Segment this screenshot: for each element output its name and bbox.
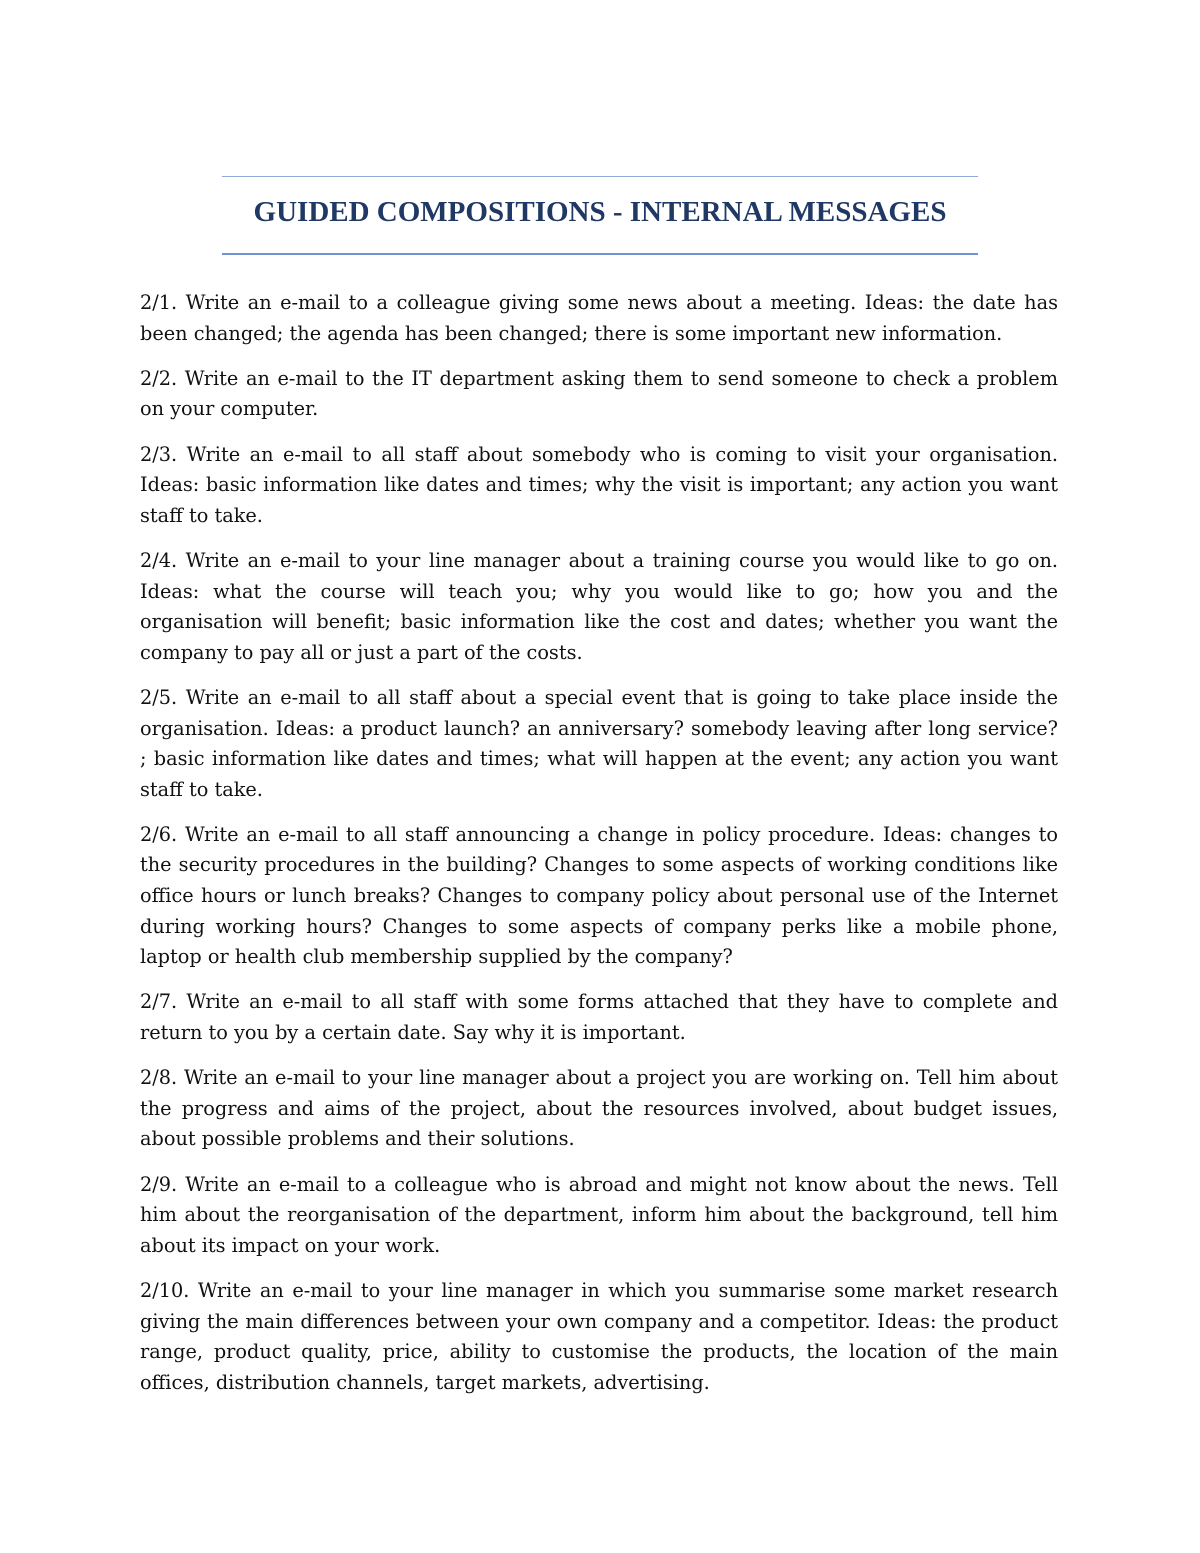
composition-item-7: 2/7. Write an e-mail to all staff with some forms attached that they have to complete and return to you by a certain date. Say why it is important.: [140, 990, 1058, 1045]
composition-item-9: 2/9. Write an e-mail to a colleague who is abroad and might not know about the news. Tell him about the reorganisation of the department, inform him about the background, tell him about its impact on your work.: [140, 1172, 1058, 1257]
composition-item-2: 2/2. Write an e-mail to the IT department asking them to send someone to check a problem on your computer.: [140, 366, 1058, 421]
composition-item-6: 2/6. Write an e-mail to all staff announcing a change in policy procedure. Ideas: changes to the security procedures in the building? Changes to some aspects of working conditions like office hours or lunch breaks? Changes to company policy about personal use of the Internet during working hours? Changes to some aspects of company perks like a mobile phone, laptop or health club membership supplied by the company?: [140, 822, 1058, 969]
composition-item-5: 2/5. Write an e-mail to all staff about a special event that is going to take place inside the organisation. Ideas: a product launch? an anniversary? somebody leaving after long service? ; basic information like dates and times; what will happen at the event; any action you want staff to take.: [140, 685, 1058, 801]
title-bottom-rule: [222, 253, 978, 255]
title-block: [222, 176, 978, 256]
composition-item-10: 2/10. Write an e-mail to your line manager in which you summarise some market research giving the main differences between your own company and a competitor. Ideas: the product range, product quality, price, ability to customise the products, the location of the main offices, distribution channels, target markets, advertising.: [140, 1278, 1058, 1394]
document-title: GUIDED COMPOSITIONS - INTERNAL MESSAGES: [253, 196, 947, 228]
title-top-rule: [222, 176, 978, 177]
composition-item-8: 2/8. Write an e-mail to your line manager about a project you are working on. Tell him about the progress and aims of the project, about the resources involved, about budget issues, about possible problems and their solutions.: [140, 1066, 1058, 1151]
document-body: [140, 288, 1058, 1413]
composition-item-1: 2/1. Write an e-mail to a colleague giving some news about a meeting. Ideas: the date has been changed; the agenda has been changed; there is some important new information.: [140, 291, 1058, 345]
composition-item-4: 2/4. Write an e-mail to your line manager about a training course you would like to go on. Ideas: what the course will teach you; why you would like to go; how you and the organisation will benefit; basic information like the cost and dates; whether you want the company to pay all or just a part of the costs.: [140, 548, 1058, 664]
composition-item-3: 2/3. Write an e-mail to all staff about somebody who is coming to visit your organisation. Ideas: basic information like dates and times; why the visit is important; any action you want staff to take.: [140, 442, 1058, 527]
